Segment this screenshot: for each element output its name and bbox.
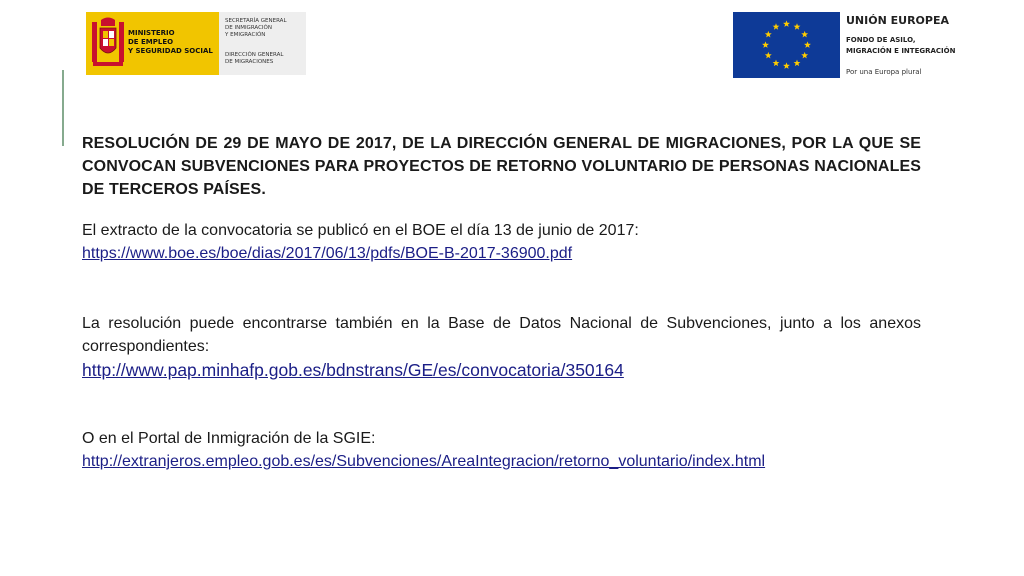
ministry-logo-main	[86, 12, 219, 75]
eu-star-icon	[801, 31, 808, 38]
eu-flag-icon	[733, 12, 840, 78]
boe-pdf-link[interactable]: https://www.boe.es/boe/dias/2017/06/13/pdfs/BOE-B-2017-36900.pdf	[82, 245, 573, 262]
eu-subtitle: FONDO DE ASILO, MIGRACIÓN E INTEGRACIÓN	[846, 36, 956, 55]
sgie-portal-link[interactable]: http://extranjeros.empleo.gob.es/es/Subvenciones/AreaIntegracion/retorno_voluntario/index.html	[82, 453, 766, 470]
eu-star-icon	[804, 41, 811, 48]
eu-star-icon	[783, 62, 790, 69]
decorative-divider	[62, 70, 64, 146]
ministry-logo	[86, 12, 306, 75]
ministry-logo-departments	[219, 12, 306, 75]
secretaria-label: SECRETARÍA GENERAL DE INMIGRACIÓN Y EMIGRACIÓN	[225, 18, 287, 38]
eu-star-icon	[783, 20, 790, 27]
bdns-convocatoria-link[interactable]: http://www.pap.minhafp.gob.es/bdnstrans/GE/es/convocatoria/350164	[82, 360, 624, 380]
eu-star-icon	[773, 23, 780, 30]
eu-star-icon	[773, 60, 780, 67]
eu-star-icon	[801, 52, 808, 59]
eu-logo	[733, 12, 963, 78]
sgie-text: O en el Portal de Inmigración de la SGIE:	[82, 430, 376, 447]
bdns-paragraph	[82, 312, 921, 358]
eu-star-icon	[765, 31, 772, 38]
ministry-name: MINISTERIO DE EMPLEO Y SEGURIDAD SOCIAL	[128, 29, 213, 55]
document-heading: RESOLUCIÓN DE 29 DE MAYO DE 2017, DE LA DIRECCIÓN GENERAL DE MIGRACIONES, POR LA QUE SE CONVOCAN SUBVENCIONES PARA PROYECTOS DE RETORNO VOLUNTARIO DE PERSONAS NACIONALES DE TERCEROS PAÍSES.	[82, 135, 921, 198]
boe-extract-paragraph	[82, 219, 921, 265]
eu-star-icon	[794, 23, 801, 30]
bdns-text: La resolución puede encontrarse también en la Base de Datos Nacional de Subvenciones, junto a los anexos correspondientes:	[82, 315, 921, 355]
document-body	[82, 132, 921, 473]
eu-title: UNIÓN EUROPEA	[846, 14, 949, 27]
boe-extract-text: El extracto de la convocatoria se publicó en el BOE el día 13 de junio de 2017:	[82, 222, 639, 239]
eu-star-icon	[762, 41, 769, 48]
eu-motto: Por una Europa plural	[846, 68, 922, 76]
coat-of-arms-icon	[91, 16, 125, 72]
direccion-label: DIRECCIÓN GENERAL DE MIGRACIONES	[225, 52, 284, 65]
eu-star-icon	[765, 52, 772, 59]
eu-star-icon	[794, 60, 801, 67]
sgie-paragraph	[82, 427, 921, 473]
